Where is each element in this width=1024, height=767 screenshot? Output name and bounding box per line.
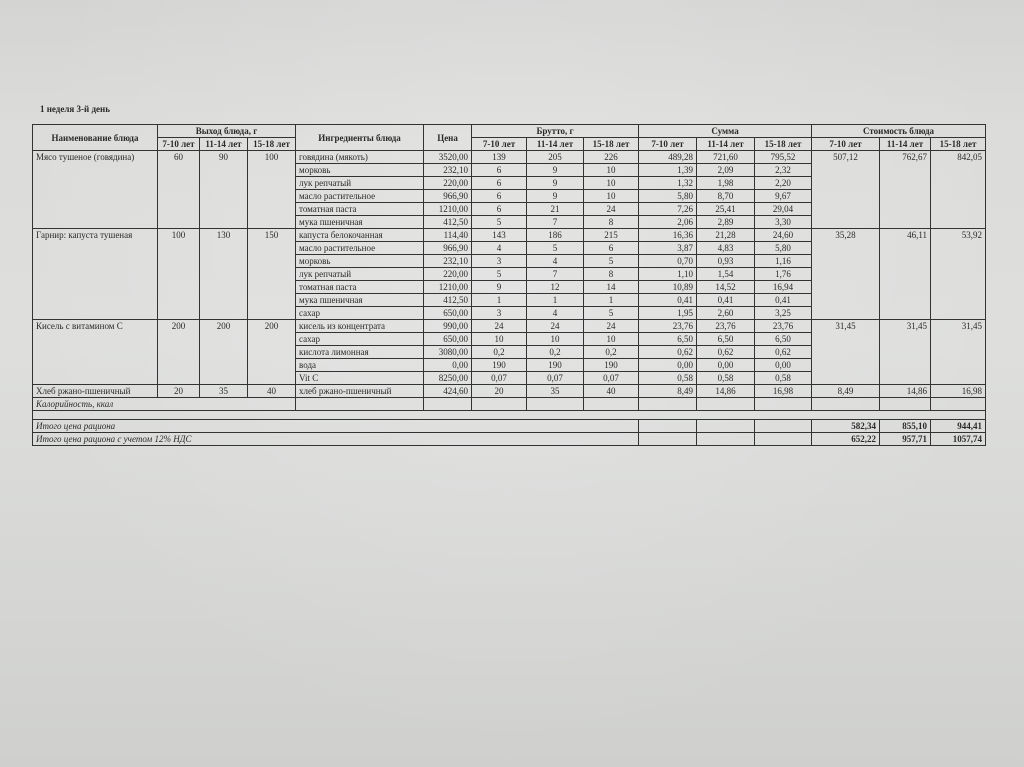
sum-cell: 14,52 <box>697 281 755 294</box>
age-header: 15-18 лет <box>755 138 812 151</box>
sum-cell: 0,41 <box>639 294 697 307</box>
header-price: Цена <box>424 125 472 151</box>
price-cell: 424,60 <box>424 385 472 398</box>
ingredient-name-cell: лук репчатый <box>296 177 424 190</box>
gross-cell: 5 <box>584 255 639 268</box>
price-cell: 114,40 <box>424 229 472 242</box>
sum-cell: 14,86 <box>697 385 755 398</box>
calories-row <box>33 398 986 411</box>
sum-cell: 25,41 <box>697 203 755 216</box>
age-header: 15-18 лет <box>584 138 639 151</box>
header-row-ages <box>33 138 986 151</box>
ingredient-name-cell: лук репчатый <box>296 268 424 281</box>
yield-cell: 200 <box>200 320 248 385</box>
sum-cell: 2,20 <box>755 177 812 190</box>
gross-cell: 20 <box>472 385 527 398</box>
price-cell: 0,00 <box>424 359 472 372</box>
gross-cell: 190 <box>584 359 639 372</box>
table-row <box>33 385 986 398</box>
sum-cell: 16,36 <box>639 229 697 242</box>
sum-cell: 0,00 <box>639 359 697 372</box>
yield-cell: 20 <box>158 385 200 398</box>
gross-cell: 5 <box>472 268 527 281</box>
sum-cell: 6,50 <box>755 333 812 346</box>
sum-cell: 1,39 <box>639 164 697 177</box>
gross-cell: 10 <box>472 333 527 346</box>
price-cell: 1210,00 <box>424 281 472 294</box>
cost-cell: 31,45 <box>931 320 986 385</box>
price-cell: 650,00 <box>424 307 472 320</box>
gross-cell: 24 <box>584 203 639 216</box>
ingredient-name-cell: сахар <box>296 333 424 346</box>
gross-cell: 0,2 <box>527 346 584 359</box>
price-cell: 412,50 <box>424 216 472 229</box>
ingredient-name-cell: Vit C <box>296 372 424 385</box>
gross-cell: 4 <box>527 307 584 320</box>
price-cell: 966,90 <box>424 190 472 203</box>
cost-cell: 14,86 <box>880 385 931 398</box>
ingredient-name-cell: мука пшеничная <box>296 216 424 229</box>
total-label: Итого цена рациона <box>33 420 639 433</box>
total-vat-value: 957,71 <box>880 433 931 446</box>
age-header: 7-10 лет <box>472 138 527 151</box>
sum-cell: 23,76 <box>697 320 755 333</box>
gross-cell: 5 <box>472 216 527 229</box>
sum-cell: 0,62 <box>697 346 755 359</box>
gross-cell: 1 <box>584 294 639 307</box>
sum-cell: 0,41 <box>755 294 812 307</box>
dish-name-cell: Хлеб ржано-пшеничный <box>33 385 158 398</box>
price-cell: 8250,00 <box>424 372 472 385</box>
header-ingredients: Ингредиенты блюда <box>296 125 424 151</box>
gross-cell: 9 <box>472 281 527 294</box>
sum-cell: 721,60 <box>697 151 755 164</box>
gross-cell: 21 <box>527 203 584 216</box>
sum-cell: 6,50 <box>697 333 755 346</box>
sum-cell: 0,93 <box>697 255 755 268</box>
gross-cell: 6 <box>472 177 527 190</box>
sum-cell: 1,54 <box>697 268 755 281</box>
header-gross: Брутто, г <box>472 125 639 138</box>
sum-cell: 2,60 <box>697 307 755 320</box>
total-vat-value: 1057,74 <box>931 433 986 446</box>
sum-cell: 2,09 <box>697 164 755 177</box>
age-header: 11-14 лет <box>200 138 248 151</box>
sum-cell: 7,26 <box>639 203 697 216</box>
sum-cell: 10,89 <box>639 281 697 294</box>
sum-cell: 1,10 <box>639 268 697 281</box>
sum-cell: 2,89 <box>697 216 755 229</box>
sum-cell: 0,58 <box>755 372 812 385</box>
header-dish-name: Наименование блюда <box>33 125 158 151</box>
total-value: 855,10 <box>880 420 931 433</box>
sum-cell: 489,28 <box>639 151 697 164</box>
sum-cell: 0,00 <box>755 359 812 372</box>
price-cell: 966,90 <box>424 242 472 255</box>
price-cell: 232,10 <box>424 255 472 268</box>
gross-cell: 8 <box>584 216 639 229</box>
gross-cell: 10 <box>584 190 639 203</box>
ingredient-name-cell: говядина (мякоть) <box>296 151 424 164</box>
sum-cell: 29,04 <box>755 203 812 216</box>
cost-cell: 31,45 <box>812 320 880 385</box>
cost-cell: 46,11 <box>880 229 931 320</box>
ration-table-footer <box>33 398 986 446</box>
sum-cell: 21,28 <box>697 229 755 242</box>
price-cell: 412,50 <box>424 294 472 307</box>
sum-cell: 1,16 <box>755 255 812 268</box>
sum-cell: 16,98 <box>755 385 812 398</box>
yield-cell: 200 <box>158 320 200 385</box>
yield-cell: 100 <box>248 151 296 229</box>
gross-cell: 10 <box>584 164 639 177</box>
ingredient-name-cell: кислота лимонная <box>296 346 424 359</box>
gross-cell: 10 <box>584 333 639 346</box>
header-yield: Выход блюда, г <box>158 125 296 138</box>
gross-cell: 4 <box>527 255 584 268</box>
sum-cell: 1,95 <box>639 307 697 320</box>
sum-cell: 23,76 <box>755 320 812 333</box>
gross-cell: 139 <box>472 151 527 164</box>
price-cell: 1210,00 <box>424 203 472 216</box>
sum-cell: 5,80 <box>755 242 812 255</box>
ingredient-name-cell: томатная паста <box>296 281 424 294</box>
sum-cell: 0,41 <box>697 294 755 307</box>
gross-cell: 14 <box>584 281 639 294</box>
ingredient-name-cell: сахар <box>296 307 424 320</box>
cost-cell: 8,49 <box>812 385 880 398</box>
sum-cell: 8,49 <box>639 385 697 398</box>
gross-cell: 0,07 <box>584 372 639 385</box>
sum-cell: 1,98 <box>697 177 755 190</box>
gross-cell: 24 <box>584 320 639 333</box>
age-header: 11-14 лет <box>527 138 584 151</box>
gross-cell: 10 <box>584 177 639 190</box>
price-cell: 990,00 <box>424 320 472 333</box>
sum-cell: 4,83 <box>697 242 755 255</box>
gross-cell: 4 <box>472 242 527 255</box>
age-header: 7-10 лет <box>639 138 697 151</box>
sum-cell: 1,76 <box>755 268 812 281</box>
sum-cell: 24,60 <box>755 229 812 242</box>
header-row-top <box>33 125 986 138</box>
sum-cell: 6,50 <box>639 333 697 346</box>
yield-cell: 130 <box>200 229 248 320</box>
price-cell: 220,00 <box>424 268 472 281</box>
table-row <box>33 229 986 242</box>
yield-cell: 35 <box>200 385 248 398</box>
sum-cell: 3,25 <box>755 307 812 320</box>
sum-cell: 2,06 <box>639 216 697 229</box>
total-vat-label: Итого цена рациона с учетом 12% НДС <box>33 433 639 446</box>
total-value: 582,34 <box>812 420 880 433</box>
gross-cell: 186 <box>527 229 584 242</box>
gross-cell: 9 <box>527 190 584 203</box>
gross-cell: 6 <box>584 242 639 255</box>
age-header: 15-18 лет <box>248 138 296 151</box>
ingredient-name-cell: кисель из концентрата <box>296 320 424 333</box>
yield-cell: 150 <box>248 229 296 320</box>
price-cell: 3080,00 <box>424 346 472 359</box>
age-header: 15-18 лет <box>931 138 986 151</box>
gross-cell: 35 <box>527 385 584 398</box>
cost-cell: 16,98 <box>931 385 986 398</box>
price-cell: 232,10 <box>424 164 472 177</box>
gross-cell: 205 <box>527 151 584 164</box>
calories-label: Калорийность, ккал <box>33 398 296 411</box>
gross-cell: 6 <box>472 190 527 203</box>
dish-name-cell: Мясо тушеное (говядина) <box>33 151 158 229</box>
gross-cell: 3 <box>472 307 527 320</box>
age-header: 11-14 лет <box>697 138 755 151</box>
sum-cell: 16,94 <box>755 281 812 294</box>
cost-cell: 53,92 <box>931 229 986 320</box>
ingredient-name-cell: масло растительное <box>296 190 424 203</box>
sum-cell: 1,32 <box>639 177 697 190</box>
gross-cell: 0,2 <box>584 346 639 359</box>
sum-cell: 2,32 <box>755 164 812 177</box>
yield-cell: 60 <box>158 151 200 229</box>
price-cell: 650,00 <box>424 333 472 346</box>
price-cell: 3520,00 <box>424 151 472 164</box>
sum-cell: 0,62 <box>755 346 812 359</box>
age-header: 11-14 лет <box>880 138 931 151</box>
sum-cell: 0,62 <box>639 346 697 359</box>
cost-cell: 35,28 <box>812 229 880 320</box>
cost-cell: 842,05 <box>931 151 986 229</box>
gross-cell: 1 <box>472 294 527 307</box>
ingredient-name-cell: масло растительное <box>296 242 424 255</box>
gross-cell: 6 <box>472 164 527 177</box>
cost-cell: 762,67 <box>880 151 931 229</box>
gross-cell: 9 <box>527 177 584 190</box>
age-header: 7-10 лет <box>812 138 880 151</box>
ration-table <box>32 124 986 446</box>
sum-cell: 5,80 <box>639 190 697 203</box>
sum-cell: 0,70 <box>639 255 697 268</box>
gross-cell: 9 <box>527 164 584 177</box>
header-cost: Стоимость блюда <box>812 125 986 138</box>
gross-cell: 6 <box>472 203 527 216</box>
sum-cell: 795,52 <box>755 151 812 164</box>
ingredient-name-cell: хлеб ржано-пшеничный <box>296 385 424 398</box>
gross-cell: 24 <box>472 320 527 333</box>
gross-cell: 10 <box>527 333 584 346</box>
ingredient-name-cell: вода <box>296 359 424 372</box>
yield-cell: 90 <box>200 151 248 229</box>
ration-table-body <box>33 151 986 398</box>
gross-cell: 0,07 <box>472 372 527 385</box>
table-row <box>33 151 986 164</box>
sum-cell: 9,67 <box>755 190 812 203</box>
sum-cell: 0,00 <box>697 359 755 372</box>
sum-cell: 0,58 <box>697 372 755 385</box>
total-value: 944,41 <box>931 420 986 433</box>
total-row <box>33 420 986 433</box>
gross-cell: 143 <box>472 229 527 242</box>
gross-cell: 190 <box>527 359 584 372</box>
gross-cell: 0,2 <box>472 346 527 359</box>
gross-cell: 5 <box>584 307 639 320</box>
gross-cell: 226 <box>584 151 639 164</box>
header-sum: Сумма <box>639 125 812 138</box>
sum-cell: 23,76 <box>639 320 697 333</box>
yield-cell: 200 <box>248 320 296 385</box>
gross-cell: 40 <box>584 385 639 398</box>
ingredient-name-cell: морковь <box>296 255 424 268</box>
ingredient-name-cell: морковь <box>296 164 424 177</box>
gross-cell: 12 <box>527 281 584 294</box>
total-vat-value: 652,22 <box>812 433 880 446</box>
age-header: 7-10 лет <box>158 138 200 151</box>
cost-cell: 31,45 <box>880 320 931 385</box>
gross-cell: 190 <box>472 359 527 372</box>
gross-cell: 7 <box>527 216 584 229</box>
day-title: 1 неделя 3-й день <box>40 104 110 114</box>
gross-cell: 215 <box>584 229 639 242</box>
gross-cell: 0,07 <box>527 372 584 385</box>
yield-cell: 40 <box>248 385 296 398</box>
yield-cell: 100 <box>158 229 200 320</box>
gross-cell: 1 <box>527 294 584 307</box>
gross-cell: 5 <box>527 242 584 255</box>
sum-cell: 3,30 <box>755 216 812 229</box>
dish-name-cell: Кисель с витамином С <box>33 320 158 385</box>
table-row <box>33 320 986 333</box>
price-cell: 220,00 <box>424 177 472 190</box>
gross-cell: 7 <box>527 268 584 281</box>
ingredient-name-cell: мука пшеничная <box>296 294 424 307</box>
sum-cell: 0,58 <box>639 372 697 385</box>
ingredient-name-cell: капуста белокочанная <box>296 229 424 242</box>
dish-name-cell: Гарнир: капуста тушеная <box>33 229 158 320</box>
cost-cell: 507,12 <box>812 151 880 229</box>
sum-cell: 8,70 <box>697 190 755 203</box>
total-vat-row <box>33 433 986 446</box>
ingredient-name-cell: томатная паста <box>296 203 424 216</box>
gross-cell: 3 <box>472 255 527 268</box>
spacer-row <box>33 411 986 420</box>
gross-cell: 8 <box>584 268 639 281</box>
gross-cell: 24 <box>527 320 584 333</box>
sum-cell: 3,87 <box>639 242 697 255</box>
